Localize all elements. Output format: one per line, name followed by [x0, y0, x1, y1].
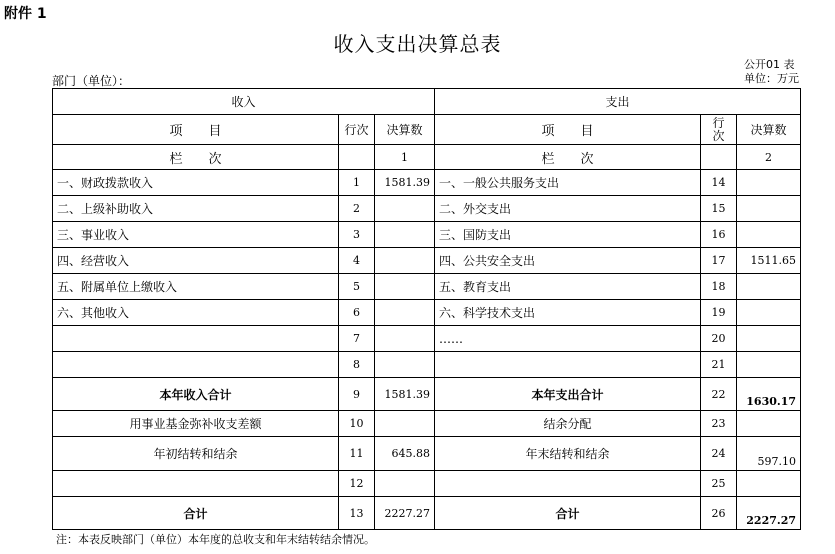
ending-carryover-label: 年末结转和结余: [435, 437, 701, 471]
expense-row-no: 26: [701, 497, 737, 530]
income-row-no: 12: [339, 471, 375, 497]
income-grand-total-label: 合计: [53, 497, 339, 530]
attachment-label: 附件 1: [4, 6, 47, 22]
expense-row-no: 19: [701, 300, 737, 326]
expense-amount: [737, 326, 801, 352]
income-row-col-header: 行次: [339, 115, 375, 145]
surplus-distribution-amount: [737, 411, 801, 437]
income-amount: [375, 222, 435, 248]
expense-row-no: 14: [701, 170, 737, 196]
expense-item: 一、一般公共服务支出: [435, 170, 701, 196]
income-amount: [375, 471, 435, 497]
income-amount: [375, 248, 435, 274]
income-item: [53, 471, 339, 497]
expense-item: ……: [435, 326, 701, 352]
income-item: 三、事业收入: [53, 222, 339, 248]
table-row: [53, 170, 801, 196]
table-row: [53, 222, 801, 248]
income-grand-total-amount: 2227.27: [375, 497, 435, 530]
table-row: [53, 326, 801, 352]
income-row-no: 1: [339, 170, 375, 196]
page-title: 收入支出决算总表: [333, 32, 502, 56]
income-item: 二、上级补助收入: [53, 196, 339, 222]
table-meta: [744, 58, 799, 86]
expense-row-col-header-line2: 次: [712, 128, 725, 143]
expense-item-col-header: 项 目: [435, 115, 701, 145]
income-lanci-row: [339, 145, 375, 170]
expense-item: 六、科学技术支出: [435, 300, 701, 326]
income-row-no: 9: [339, 378, 375, 411]
unit-label: 单位：万元: [744, 72, 799, 85]
expense-row-col-header: [701, 115, 737, 145]
expense-row-col-header-line1: 行: [712, 115, 725, 130]
income-item: 一、财政拨款收入: [53, 170, 339, 196]
table-row: [53, 471, 801, 497]
income-row-no: 5: [339, 274, 375, 300]
ending-carryover-amount: 597.10: [737, 437, 801, 471]
table-row: [53, 437, 801, 471]
income-amount: [375, 326, 435, 352]
income-header: 收入: [53, 89, 435, 115]
expense-col-number: 2: [737, 145, 801, 170]
year-income-total-amount: 1581.39: [375, 378, 435, 411]
income-item: 五、附属单位上缴收入: [53, 274, 339, 300]
expense-item: 三、国防支出: [435, 222, 701, 248]
income-row-no: 3: [339, 222, 375, 248]
expense-grand-total-label: 合计: [435, 497, 701, 530]
income-expense-table: [52, 88, 801, 530]
income-item: 六、其他收入: [53, 300, 339, 326]
year-income-total-label: 本年收入合计: [53, 378, 339, 411]
expense-grand-total-amount: 2227.27: [737, 497, 801, 530]
expense-item: [435, 352, 701, 378]
expense-amount: [737, 222, 801, 248]
table-number: 公开01 表: [744, 58, 795, 71]
expense-amount: [737, 300, 801, 326]
income-col-number: 1: [375, 145, 435, 170]
year-expense-total-label: 本年支出合计: [435, 378, 701, 411]
income-item-col-header: 项 目: [53, 115, 339, 145]
expense-row-no: 25: [701, 471, 737, 497]
table-row: [53, 248, 801, 274]
expense-item: [435, 471, 701, 497]
income-row-no: 2: [339, 196, 375, 222]
footnote: 注：本表反映部门（单位）本年度的总收支和年末结转结余情况。: [56, 533, 375, 546]
income-amount-col-header: 决算数: [375, 115, 435, 145]
expense-row-no: 16: [701, 222, 737, 248]
income-item: [53, 352, 339, 378]
expense-row-no: 23: [701, 411, 737, 437]
income-row-no: 6: [339, 300, 375, 326]
expense-row-no: 21: [701, 352, 737, 378]
income-row-no: 10: [339, 411, 375, 437]
expense-lanci-row: [701, 145, 737, 170]
expense-row-no: 15: [701, 196, 737, 222]
expense-amount: [737, 274, 801, 300]
table-row: [53, 196, 801, 222]
expense-header: 支出: [435, 89, 801, 115]
expense-amount: [737, 170, 801, 196]
expense-amount: [737, 196, 801, 222]
income-row-no: 8: [339, 352, 375, 378]
department-label: 部门（单位）：: [52, 74, 131, 88]
year-expense-total-amount: 1630.17: [737, 378, 801, 411]
income-amount: 1581.39: [375, 170, 435, 196]
fund-fill-amount: [375, 411, 435, 437]
expense-item: 二、外交支出: [435, 196, 701, 222]
expense-item: 四、公共安全支出: [435, 248, 701, 274]
income-lanci: 栏 次: [53, 145, 339, 170]
fund-fill-label: 用事业基金弥补收支差额: [53, 411, 339, 437]
surplus-distribution-label: 结余分配: [435, 411, 701, 437]
income-row-no: 11: [339, 437, 375, 471]
table-row: [53, 411, 801, 437]
income-amount: [375, 196, 435, 222]
beginning-carryover-label: 年初结转和结余: [53, 437, 339, 471]
expense-amount: 1511.65: [737, 248, 801, 274]
beginning-carryover-amount: 645.88: [375, 437, 435, 471]
income-row-no: 7: [339, 326, 375, 352]
table-row: [53, 300, 801, 326]
expense-row-no: 24: [701, 437, 737, 471]
income-amount: [375, 300, 435, 326]
year-total-row: [53, 378, 801, 411]
expense-amount: [737, 352, 801, 378]
expense-lanci: 栏 次: [435, 145, 701, 170]
income-amount: [375, 352, 435, 378]
expense-row-no: 20: [701, 326, 737, 352]
income-row-no: 13: [339, 497, 375, 530]
expense-item: 五、教育支出: [435, 274, 701, 300]
grand-total-row: [53, 497, 801, 530]
table-row: [53, 274, 801, 300]
income-amount: [375, 274, 435, 300]
income-item: [53, 326, 339, 352]
expense-amount-col-header: 决算数: [737, 115, 801, 145]
table-row: [53, 352, 801, 378]
expense-amount: [737, 471, 801, 497]
expense-row-no: 22: [701, 378, 737, 411]
expense-row-no: 17: [701, 248, 737, 274]
income-item: 四、经营收入: [53, 248, 339, 274]
expense-row-no: 18: [701, 274, 737, 300]
income-row-no: 4: [339, 248, 375, 274]
